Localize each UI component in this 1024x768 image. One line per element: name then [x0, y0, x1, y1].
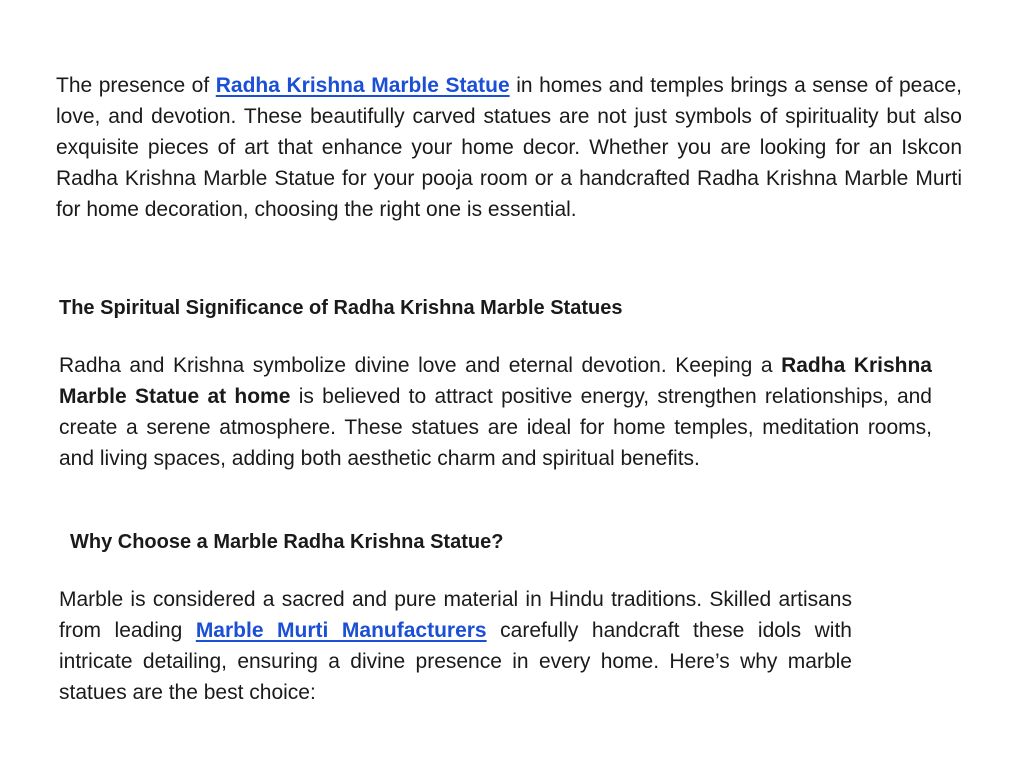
section-heading-spiritual-significance: The Spiritual Significance of Radha Krishna Marble Statues — [59, 297, 623, 319]
intro-text-end: in homes and temples brings a sense of peace, love, and devotion. These beautifully carved statues are not just symbols of spirituality but also exquisite pieces of art that enhance your home decor. Whether you are looking for an Iskcon Radha Krishna Marble Statue for your pooja room or a handcrafted Radha Krishna Marble Murti for home decoration, choosing the right one is essential. — [56, 74, 963, 221]
spiritual-text-end: is believed to attract positive energy, strengthen relationships, and create a serene atmosphere. These statues are ideal for home temples, meditation rooms, and living spaces, adding both aesthetic charm and spiritual benefits. — [59, 385, 932, 470]
radha-krishna-marble-statue-link[interactable]: Radha Krishna Marble Statue — [215, 74, 510, 97]
spiritual-bold-phrase: Radha Krishna Marble Statue at home — [59, 354, 932, 408]
spiritual-significance-paragraph — [59, 350, 932, 474]
why-choose-text-end: carefully handcraft these idols with intricate detailing, ensuring a divine presence in every home. Here’s why marble statues are the best choice: — [59, 619, 852, 704]
why-choose-text-start: Marble is considered a sacred and pure material in Hindu traditions. Skilled artisans from leading — [59, 588, 852, 642]
section-heading-why-choose: Why Choose a Marble Radha Krishna Statue? — [70, 531, 504, 553]
spiritual-text-start: Radha and Krishna symbolize divine love and eternal devotion. Keeping a — [59, 354, 782, 377]
intro-paragraph — [56, 70, 962, 225]
marble-murti-manufacturers-link[interactable]: Marble Murti Manufacturers — [195, 619, 487, 642]
why-choose-paragraph — [59, 584, 852, 708]
intro-text-start: The presence of — [56, 74, 216, 97]
